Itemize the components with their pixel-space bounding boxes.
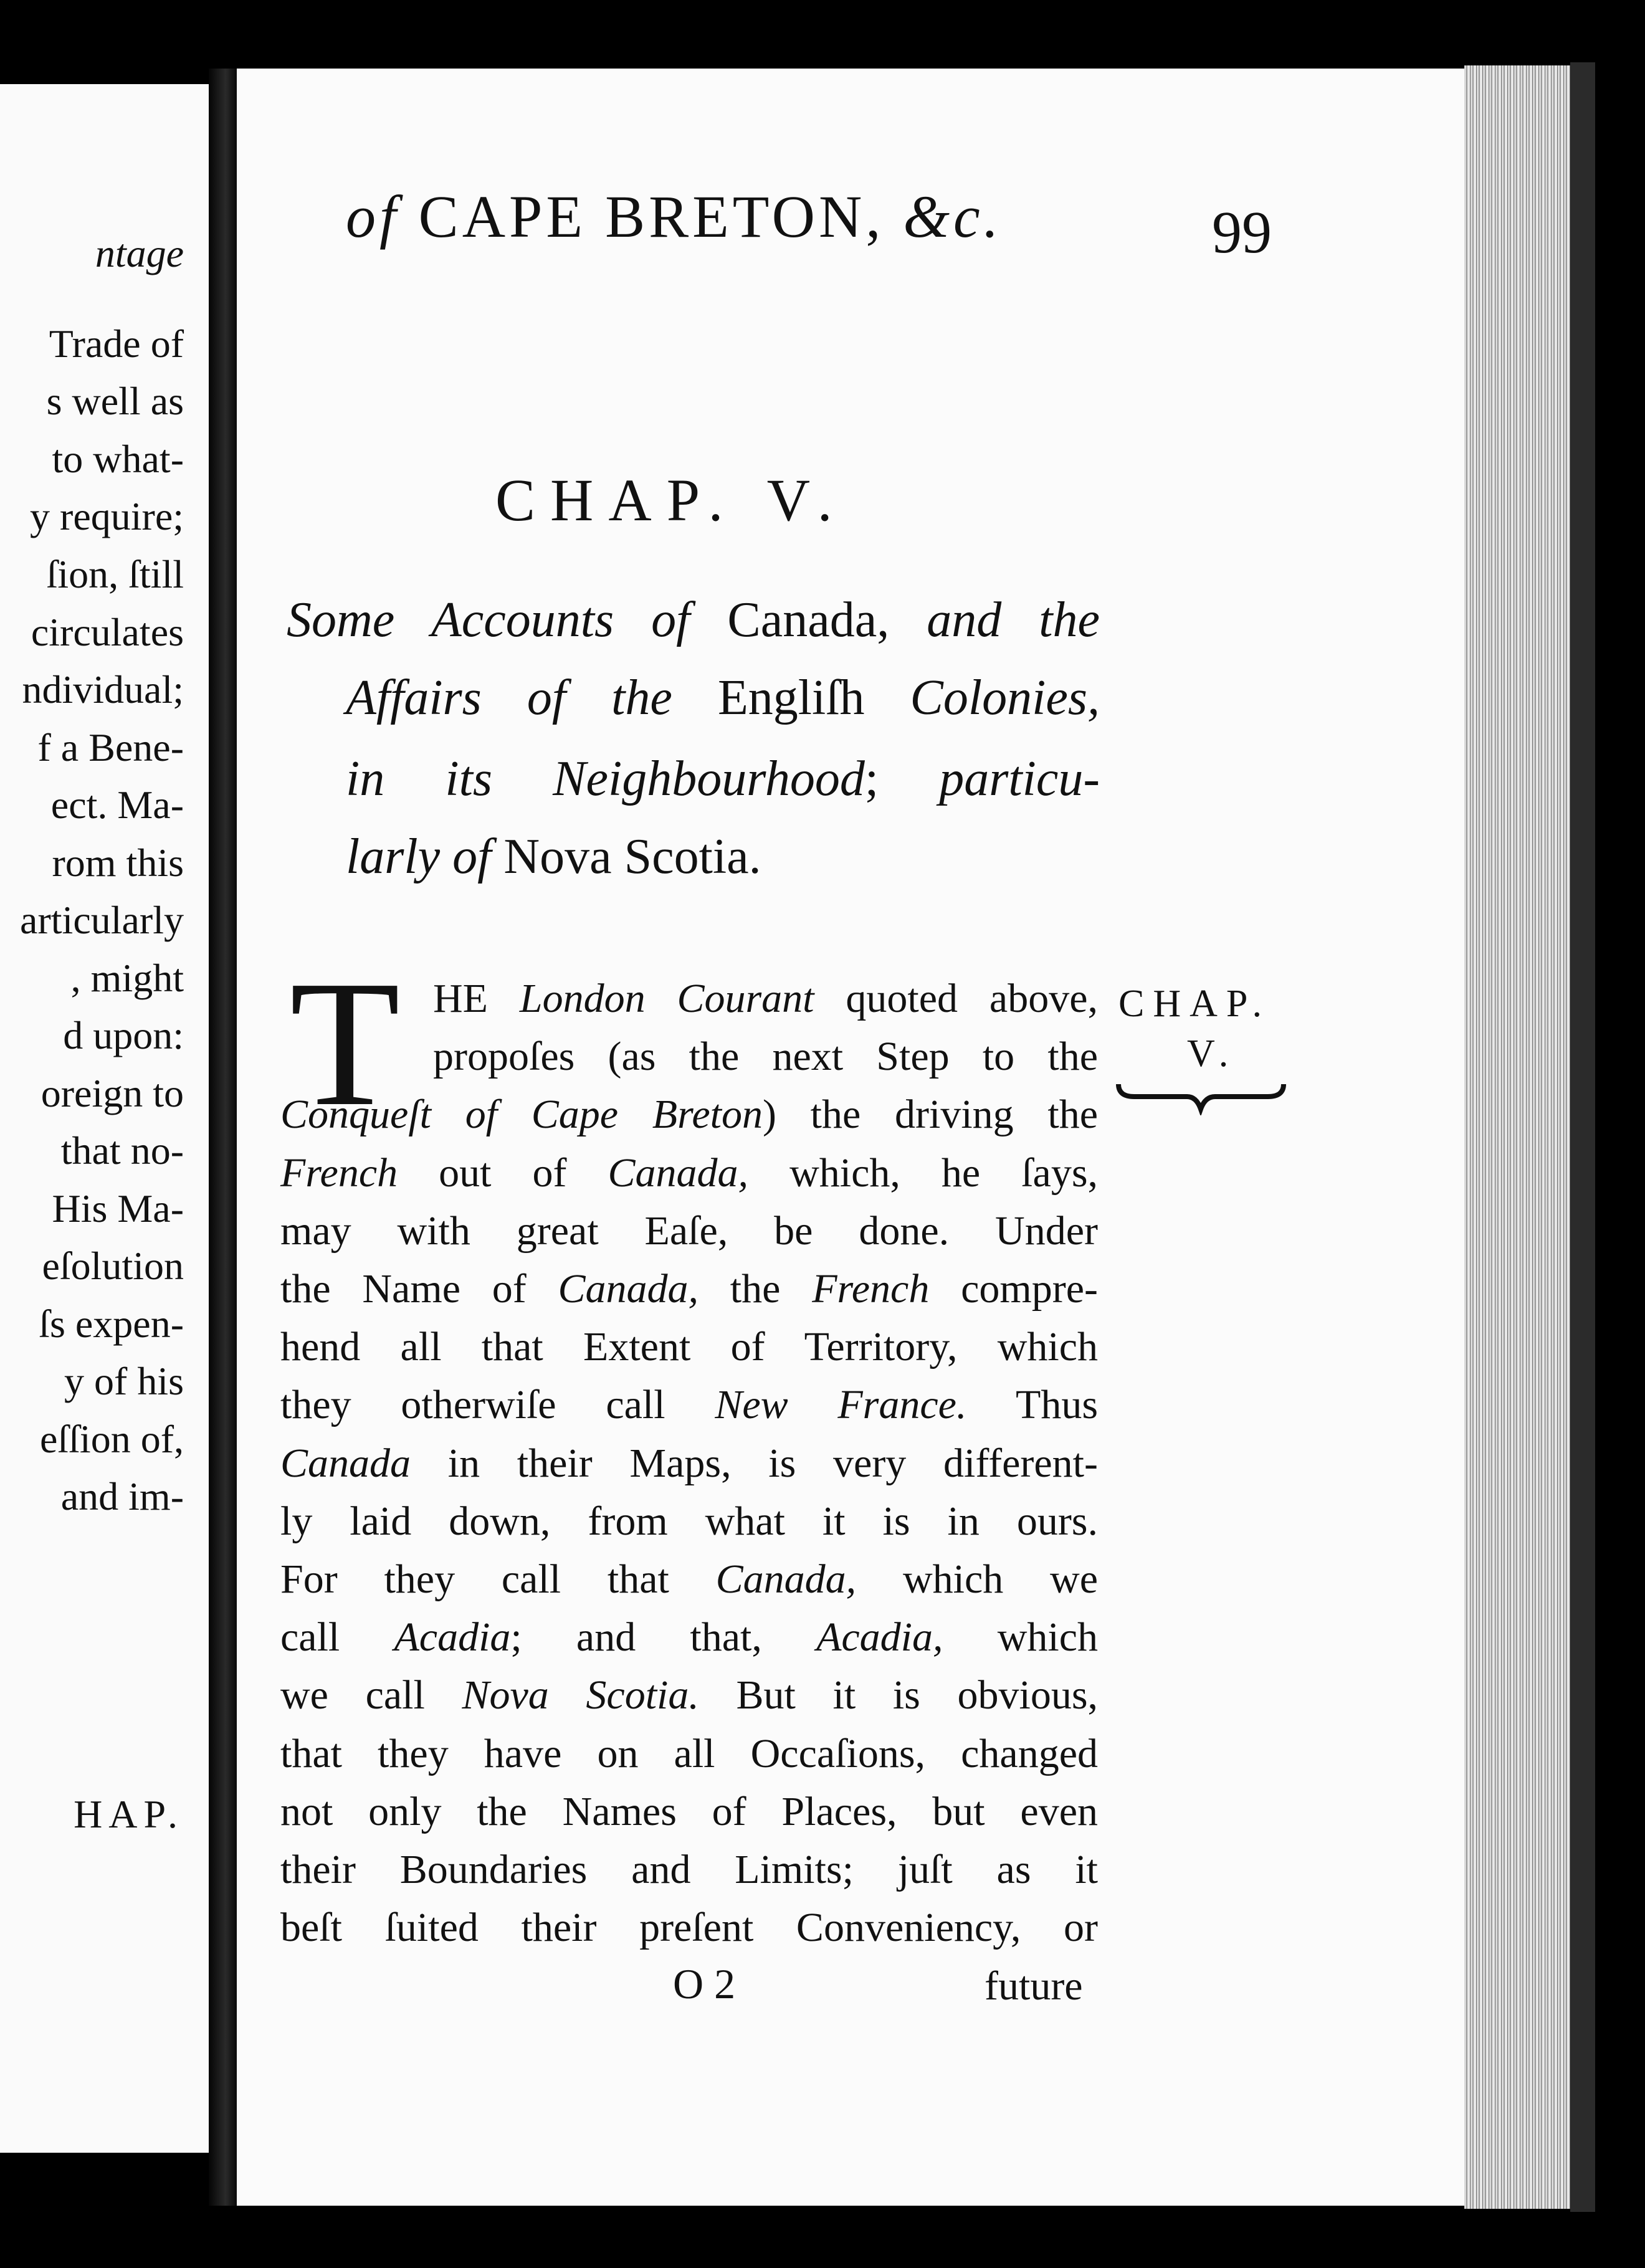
left-page-line: ect. Ma- (50, 783, 184, 827)
text-run: that they have on all Occaſions, changed (280, 1730, 1098, 1776)
margin-note-number: V. (1187, 1032, 1237, 1075)
body-line (280, 1672, 1098, 1718)
left-page-line: ſs expen- (39, 1302, 184, 1346)
left-page-line: eſolution (42, 1244, 184, 1288)
text-run: HE (433, 976, 520, 1021)
body-line (280, 1614, 1098, 1660)
text-run: ; and that, (510, 1614, 817, 1660)
left-page-line: s well as (46, 379, 184, 423)
text-run: London Courant (519, 976, 814, 1021)
left-page-line: that no- (60, 1128, 184, 1173)
text-run: larly of (346, 829, 504, 884)
text-run: which we (856, 1556, 1098, 1602)
running-header-prefix: of (346, 183, 400, 250)
text-run: Nova Scotia. (462, 1672, 699, 1718)
text-run: their Boundaries and Limits; juſt as it (280, 1847, 1098, 1892)
body-line (280, 1730, 1098, 1776)
text-run: Engliſh (717, 670, 865, 725)
left-page-line: y require; (30, 494, 184, 538)
subtitle-line (346, 670, 1100, 725)
text-run: and the (889, 593, 1100, 647)
text-run: which, he ſays, (748, 1150, 1098, 1196)
left-page-line: f a Bene- (37, 725, 184, 770)
text-run: Canada, (608, 1150, 749, 1196)
text-run: Acadia (394, 1614, 511, 1660)
text-run: hend all that Extent of Territory, which (280, 1324, 1098, 1370)
left-page-line: eſſion of, (39, 1417, 184, 1461)
body-line (280, 1440, 1098, 1486)
text-run: may with great Eaſe, be done. Under (280, 1208, 1098, 1254)
text-run: Canada, (558, 1266, 699, 1312)
text-run: in their Maps, is very different- (411, 1440, 1098, 1486)
text-run: Canada, (715, 1556, 857, 1602)
text-run: Nova Scotia. (503, 829, 761, 884)
body-line (280, 1498, 1098, 1544)
body-line (280, 1324, 1098, 1370)
signature-mark: O 2 (673, 1960, 736, 2008)
body-line (280, 1556, 1098, 1602)
page-number: 99 (1212, 199, 1272, 265)
left-page-line: articularly (20, 898, 184, 942)
text-run: quoted above, (814, 976, 1099, 1021)
text-run: New France. (715, 1382, 967, 1428)
left-page-line: ntage (95, 231, 184, 275)
running-header-title: CAPE BRETON, (418, 183, 885, 250)
book-gutter (209, 69, 237, 2206)
margin-note-chap: CHAP. (1118, 983, 1271, 1025)
body-line (280, 1788, 1098, 1834)
left-page-line: Trade of (49, 322, 184, 366)
left-page-line: oreign to (41, 1071, 184, 1115)
left-page-line: y of his (64, 1359, 184, 1403)
text-run: Colonies, (864, 670, 1100, 725)
catchword: future (985, 1963, 1083, 2009)
text-run: in its Neighbourhood (346, 751, 865, 806)
text-run: French (812, 1266, 930, 1312)
left-page-line: circulates (31, 610, 184, 654)
text-run: the Name of (280, 1266, 558, 1312)
text-run: Canada (280, 1440, 411, 1486)
left-page-line: ndividual; (22, 667, 184, 712)
subtitle-line (346, 829, 761, 884)
text-run: propoſes (as the next Step to the (433, 1034, 1098, 1080)
text-run: we call (280, 1672, 462, 1718)
book-cover-edge (1570, 62, 1595, 2212)
left-page-line: to what- (52, 437, 184, 481)
left-page-line: and im- (60, 1474, 184, 1518)
running-header-suffix: &c. (903, 183, 1003, 250)
drop-cap: T (290, 943, 401, 1143)
text-run: Affairs of the (346, 670, 718, 725)
text-run: beſt ſuited their preſent Conveniency, or (280, 1905, 1098, 1951)
text-run: ly laid down, from what it is in ours. (280, 1498, 1098, 1544)
text-run: compre- (929, 1266, 1098, 1312)
subtitle-line (346, 751, 1100, 806)
left-page-catchword: HAP. (74, 1792, 184, 1836)
left-page (0, 84, 212, 2153)
brace-icon (1115, 1078, 1287, 1115)
text-run: French (280, 1150, 398, 1196)
body-line (280, 1208, 1098, 1254)
body-line (433, 978, 1098, 1019)
text-run: out of (398, 1150, 608, 1196)
body-line (280, 1092, 1098, 1138)
running-header (346, 183, 1003, 250)
body-line (280, 1266, 1098, 1312)
body-line (280, 1849, 1098, 1890)
left-page-line: ſion, ſtill (46, 552, 184, 596)
text-run: which (943, 1614, 1098, 1660)
text-run: ; (864, 751, 879, 806)
chapter-heading: CHAP. V. (495, 467, 847, 533)
text-run: particu- (879, 751, 1100, 806)
text-run: Acadia, (816, 1614, 943, 1660)
body-line (280, 1905, 1098, 1951)
left-page-line: His Ma- (52, 1186, 184, 1231)
text-run: Conqueſt of Cape Breton (280, 1092, 763, 1138)
text-run: Some Accounts of (287, 593, 728, 647)
text-run: But it is obvious, (699, 1672, 1098, 1718)
body-line (280, 1384, 1098, 1426)
text-run: they otherwiſe call (280, 1382, 715, 1428)
text-run: call (280, 1614, 394, 1660)
text-run: Thus (966, 1382, 1098, 1428)
text-run: For they call that (280, 1556, 716, 1602)
text-run: ) the driving the (762, 1092, 1098, 1138)
right-page (237, 69, 1464, 2206)
text-run: Canada, (727, 593, 890, 647)
left-page-line: rom this (52, 841, 184, 885)
left-page-line: , might (70, 956, 184, 1000)
text-run: not only the Names of Places, but even (280, 1788, 1098, 1834)
left-page-line: d upon: (63, 1013, 184, 1057)
body-line (280, 1150, 1098, 1196)
text-run: the (699, 1266, 813, 1312)
subtitle-line (287, 595, 1100, 645)
body-line (433, 1034, 1098, 1080)
